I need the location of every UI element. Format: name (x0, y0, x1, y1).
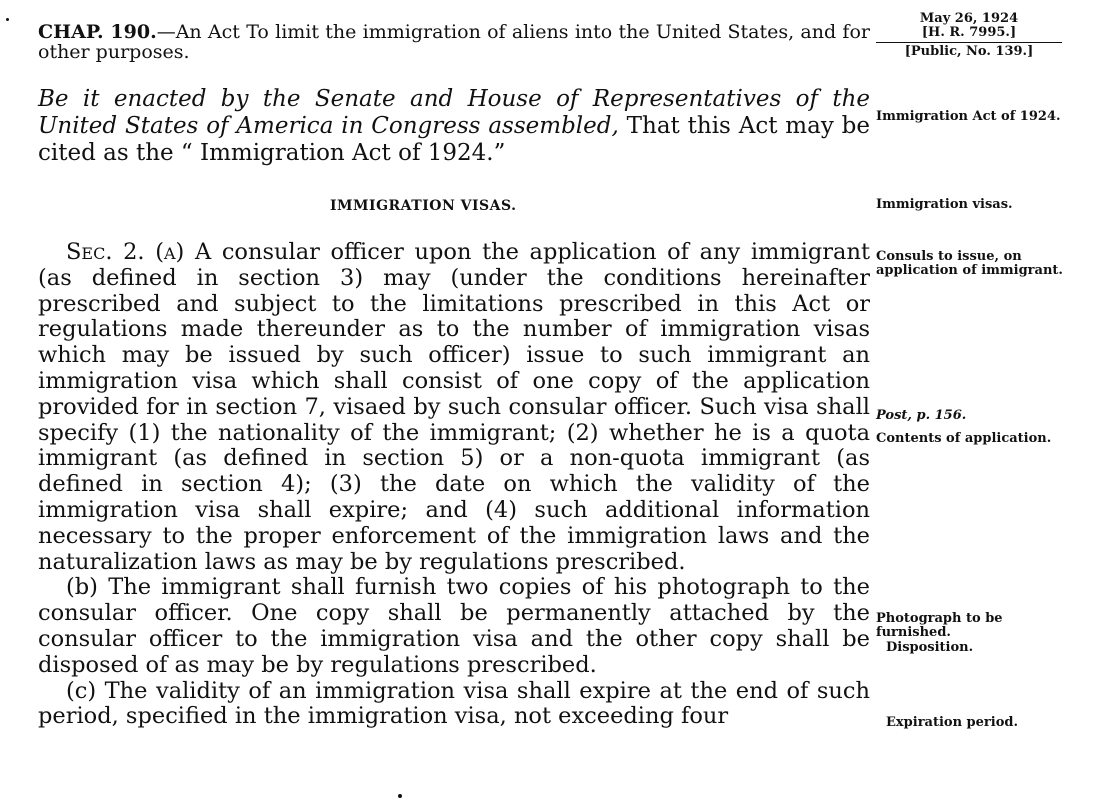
short-title-clause: That this Act may be cited as the “ Immigration Act of 1924.” (38, 113, 871, 166)
enacting-clause (38, 86, 870, 167)
chapter-number: CHAP. 190. (38, 21, 157, 43)
margin-note-post-reference: Post, p. 156. (876, 408, 967, 423)
margin-note-expiration: Expiration period. (886, 715, 1018, 730)
paragraph-a-text: A consular officer upon the application of any immigrant (as defined in section 3) may (under the conditions hereinafter prescribed and subject to the limitations prescribed in this Act or regulations made thereunder as to the number of immigration visas which may be issued by such officer) issue to such immigrant an immigration visa which shall consist of one copy of the application provided for in section 7, visaed by such consular officer. Such visa shall specify (1) the nationality of the immigrant; (2) whether he is a quota immigrant (as defined in section 5) or a non-quota immigrant (as defined in section 4); (3) the date on which the validity of the immigration visa shall expire; and (4) such additional information necessary to the proper enforcement of the immigration laws and the naturalization laws as may be by regulations prescribed. (38, 239, 870, 575)
print-speck (398, 794, 402, 798)
margin-note-visas: Immigration visas. (876, 197, 1013, 212)
margin-note-consuls: Consuls to issue, on application of immigrant. (876, 249, 1063, 278)
margin-note-contents: Contents of application. (876, 431, 1052, 446)
enacting-formula: Be it enacted by the Senate and House of Representatives of the United States of America in Congress assembled, (38, 86, 870, 139)
paragraph-b (38, 575, 870, 678)
chapter-heading (38, 22, 870, 62)
enactment-date-block (876, 12, 1062, 59)
enactment-date: May 26, 1924 (919, 11, 1019, 26)
act-title: —An Act To limit the immigration of aliens into the United States, and for other purposes. (38, 21, 870, 63)
paragraph-a (38, 240, 870, 575)
section-2-body (38, 240, 870, 730)
section-heading: IMMIGRATION VISAS. (330, 198, 517, 214)
paragraph-c (38, 679, 870, 731)
public-law-number: [Public, No. 139.] (904, 44, 1034, 59)
paragraph-c-text: (c) The validity of an immigration visa shall expire at the end of such period, specified in the immigration visa, not exceeding four (38, 677, 870, 730)
margin-note-disposition: Disposition. (886, 640, 974, 655)
section-label: Sec. 2. (a) (66, 239, 195, 265)
date-rule (876, 42, 1062, 43)
bill-number: [H. R. 7995.] (921, 25, 1017, 40)
paragraph-b-text: (b) The immigrant shall furnish two copies of his photograph to the consular officer. One copy shall be permanently attached by the consular officer to the immigration visa and the other copy shall be disposed of as may be by regulations prescribed. (38, 574, 870, 678)
print-speck (6, 18, 9, 21)
margin-note-photograph: Photograph to be furnished. (876, 611, 1003, 640)
margin-note-act-name: Immigration Act of 1924. (876, 109, 1061, 124)
